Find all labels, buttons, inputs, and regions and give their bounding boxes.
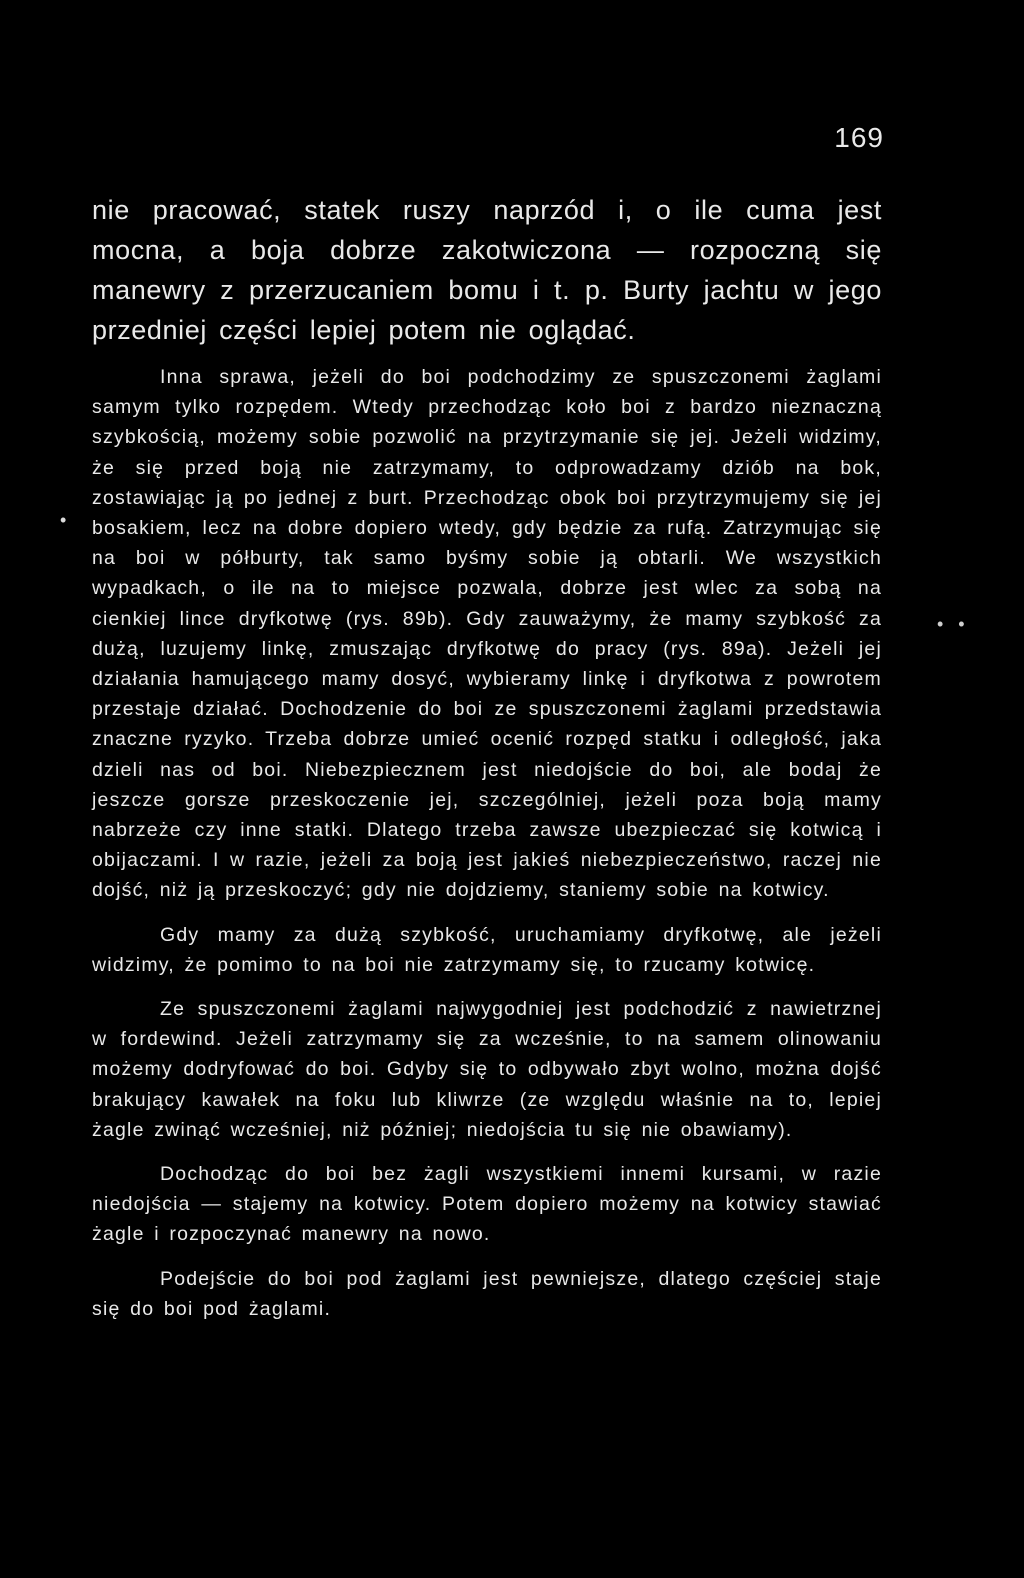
paragraph-6: Podejście do boi pod żaglami jest pewniejsze, dlatego częściej staje się do boi pod żaglami. [92,1267,882,1320]
margin-mark: • [60,510,67,530]
paragraph-5: Dochodząc do boi bez żagli wszystkiemi innemi kursami, w razie niedojścia — stajemy na kotwicy. Potem dopiero możemy na kotwicy stawiać żagle i rozpoczynać manewry na nowo. [92,1163,882,1246]
page-number: 169 [834,122,884,153]
body-text [92,190,882,1324]
paragraph-3: Gdy mamy za dużą szybkość, uruchamiamy dryfkotwę, ale jeżeli widzimy, że pomimo to na boi nie zatrzymamy się, to rzucamy kotwicę. [92,923,882,976]
paragraph-1: nie pracować, statek ruszy naprzód i, o ile cuma jest mocna, a boja dobrze zakotwiczona — rozpoczną się manewry z przerzucaniem bomu i t. p. Burty jachtu w jego przedniej części lepiej potem nie oglądać. [92,195,882,345]
paragraph-2: Inna sprawa, jeżeli do boi podchodzimy ze spuszczonemi żaglami samym tylko rozpędem. Wtedy przechodząc koło boi z bardzo nieznaczną szybkością, możemy sobie pozwolić na przytrzymanie się jej. Jeżeli widzimy, że się przed boją nie zatrzymamy, to odprowadzamy dziób na bok, zostawiając ją po jednej z burt. Przechodząc obok boi przytrzymujemy się jej bosakiem, lecz na dobre dopiero wtedy, gdy będzie za rufą. Zatrzymując się na boi w półburty, tak samo byśmy sobie ją obtarli. We wszystkich wypadkach, o ile na to miejsce pozwala, dobrze jest wlec za sobą na cienkiej lince dryfkotwę (rys. 89b). Gdy zauważymy, że mamy szybkość za dużą, luzujemy linkę, zmuszając dryfkotwę do pracy (rys. 89a). Jeżeli jej działania hamującego mamy dosyć, wybieramy linkę i dryfkotwa z powrotem przestaje działać. Dochodzenie do boi ze spuszczonemi żaglami przedstawia znaczne ryzyko. Trzeba dobrze umieć ocenić rozpęd statku i odległość, jaka dzieli nas od boi. Niebezpiecznem jest niedojście do boi, ale bodaj że jeszcze gorsze przeskoczenie jej, szczególniej, jeżeli poza boją mamy nabrzeże czy inne statki. Dlatego trzeba zawsze ubezpieczać się kotwicą i obijaczami. I w razie, jeżeli za boją jest jakieś niebezpieczeństwo, raczej nie dojść, niż ją przeskoczyć; gdy nie dojdziemy, staniemy sobie na kotwicy. [92,366,882,902]
paragraph-4: Ze spuszczonemi żaglami najwygodniej jest podchodzić z nawietrznej w fordewind. Jeżeli zatrzymamy się za wcześnie, to na samem olinowaniu możemy dodryfować do boi. Gdyby się to odbywało zbyt wolno, można dojść brakujący kawałek na foku lub kliwrze (ze względu właśnie na to, lepiej żagle zwinąć wcześniej, niż później; niedojścia tu się nie obawiamy). [92,998,882,1141]
margin-dots: • • [937,614,970,634]
